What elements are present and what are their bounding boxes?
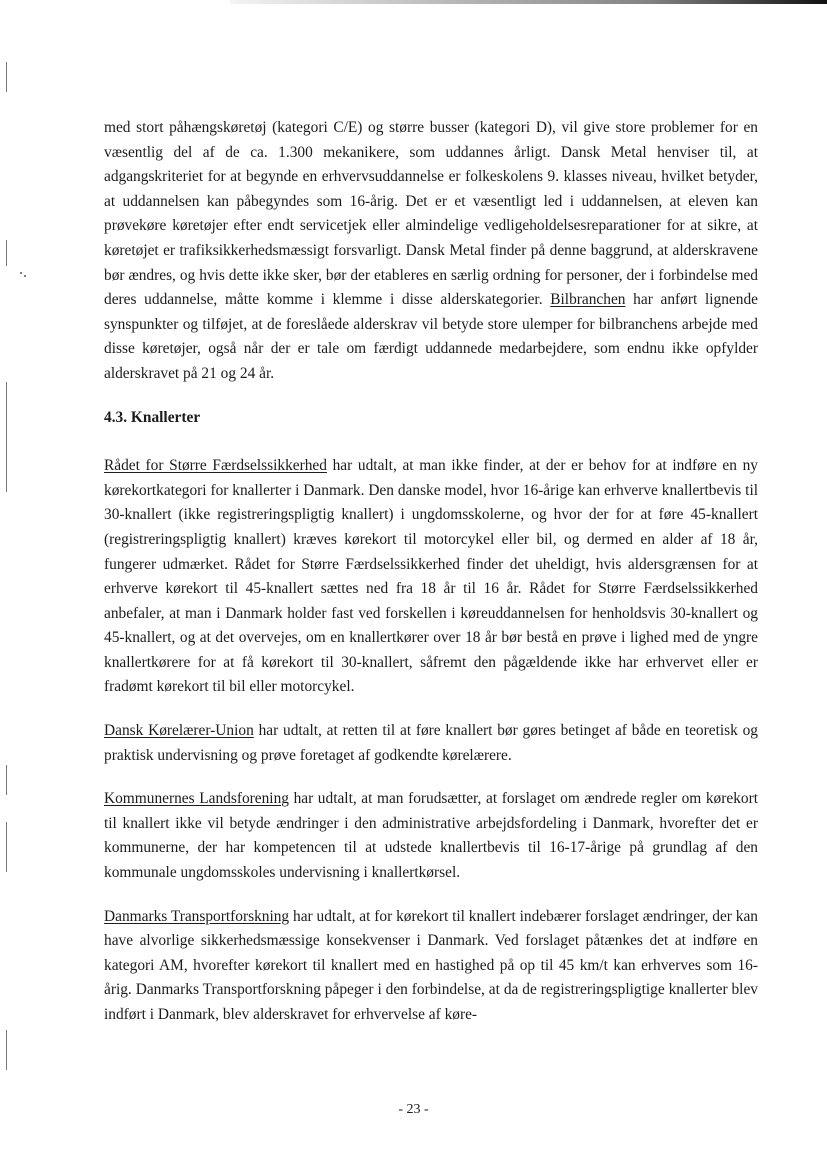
scan-speck bbox=[20, 272, 22, 274]
scan-margin-mark bbox=[6, 1030, 7, 1070]
paragraph-koerelaerer bbox=[104, 719, 758, 768]
organization-name: Bilbranchen bbox=[550, 291, 626, 309]
document-body bbox=[104, 116, 758, 1028]
paragraph-text: har udtalt, at man forudsætter, at forslaget om ændrede regler om kørekort til knallert ikke vil betyde ændringer i den administrative arbejdsfordeling i Danmark, hvorefter det er kommunerne, der har kompetencen til at udstede knallertbevis til 16-17-årige på grundlag af den kommunale ungdomsskoles undervisning i knallertkørsel. bbox=[104, 790, 758, 882]
scan-margin-mark bbox=[6, 822, 7, 872]
paragraph-text: har udtalt, at for kørekort til knallert indebærer forslaget ændringer, der kan have alvorlige sikkerhedsmæssige konsekvenser i Danmark. Ved forslaget påtænkes det at indføre en kategori AM, hvorefter kørekort til knallert med en hastighed på op til 45 km/t kan erhverves som 16-årig. Danmarks Transportforskning påpeger i den forbindelse, at da de registreringspligtige knallerter blev indført i Danmark, blev alderskravet for erhvervelse af køre- bbox=[104, 907, 759, 1023]
organization-name: Danmarks Transportforskning bbox=[104, 907, 290, 925]
scan-margin-mark bbox=[6, 240, 7, 266]
scan-speck bbox=[24, 275, 26, 277]
organization-name: Kommunernes Landsforening bbox=[104, 790, 289, 808]
paragraph-transportforskning bbox=[104, 905, 758, 1028]
paragraph-dansk-metal bbox=[104, 116, 758, 387]
paragraph-text: har anført lignende synspunkter og tilføjet, at de foreslåede alderskrav vil betyde store ulemper for bilbranchens arbejde med disse køretøjer, også når der er tale om færdigt uddannede medarbejdere, som endnu ikke opfylder alderskravet på 21 og 24 år. bbox=[104, 291, 758, 382]
paragraph-raadet bbox=[104, 454, 758, 700]
paragraph-kommuner bbox=[104, 787, 758, 885]
scan-top-edge bbox=[230, 0, 827, 4]
paragraph-text: med stort påhængskøretøj (kategori C/E) og større busser (kategori D), vil give store problemer for en væsentlig del af de ca. 1.300 mekanikere, som uddannes årligt. Dansk Metal henviser til, at adgangskriteriet for at begynde en erhvervsuddannelse er folkeskolens 9. klasses niveau, hvilket betyder, at uddannelsen kan påbegyndes som 16-årig. Det er et væsentligt led i uddannelsen, at eleven kan prøvekøre køretøjer efter endt servicetjek eller almindelige vedligeholdelsesreparationer for at sikre, at køretøjet er trafiksikkerhedsmæssigt forsvarligt. Dansk Metal finder på denne baggrund, at alderskravene bør ændres, og hvis dette ikke sker, bør der etableres en særlig ordning for personer, der i forbindelse med deres uddannelse, måtte komme i klemme i disse alderskategorier. bbox=[104, 119, 758, 309]
section-heading: 4.3. Knallerter bbox=[104, 408, 201, 426]
scan-margin-mark bbox=[6, 62, 7, 92]
scan-margin-mark bbox=[6, 382, 7, 492]
organization-name: Rådet for Større Færdselssikkerhed bbox=[104, 457, 327, 475]
page-number: - 23 - bbox=[398, 1102, 429, 1117]
organization-name: Dansk Kørelærer-Union bbox=[104, 722, 254, 740]
scan-margin-mark bbox=[6, 765, 7, 795]
paragraph-text: har udtalt, at man ikke finder, at der er behov for at indføre en ny kørekortkategori for knallerter i Danmark. Den danske model, hvor 16-årige kan erhverve knallertbevis til 30-knallert (ikke registreringspligtig knallert) i ungdomsskolerne, og hvor der for at føre 45-knallert (registreringspligtig knallert) kræves kørekort til motorcykel eller bil, og dermed en alder af 18 år, fungerer udmærket. Rådet for Større Færdselssikkerhed finder det uheldigt, hvis aldersgrænsen for at erhverve kørekort til 45-knallert sættes ned fra 18 år til 16 år. Rådet for Større Færdselssikkerhed anbefaler, at man i Danmark holder fast ved forskellen i køreuddannelsen for henholdsvis 30-knallert og 45-knallert, og at det overvejes, om en knallertkører over 18 år bør bestå en prøve i lighed med de yngre knallertkørere for at få kørekort til 30-knallert, såfremt den pågældende ikke har erhvervet eller er fradømt kørekort til bil eller motorcykel. bbox=[104, 457, 758, 696]
paragraph-text: har udtalt, at retten til at føre knallert bør gøres betinget af både en teoretisk og praktisk undervisning og prøve foretaget af godkendte kørelærere. bbox=[104, 722, 758, 764]
